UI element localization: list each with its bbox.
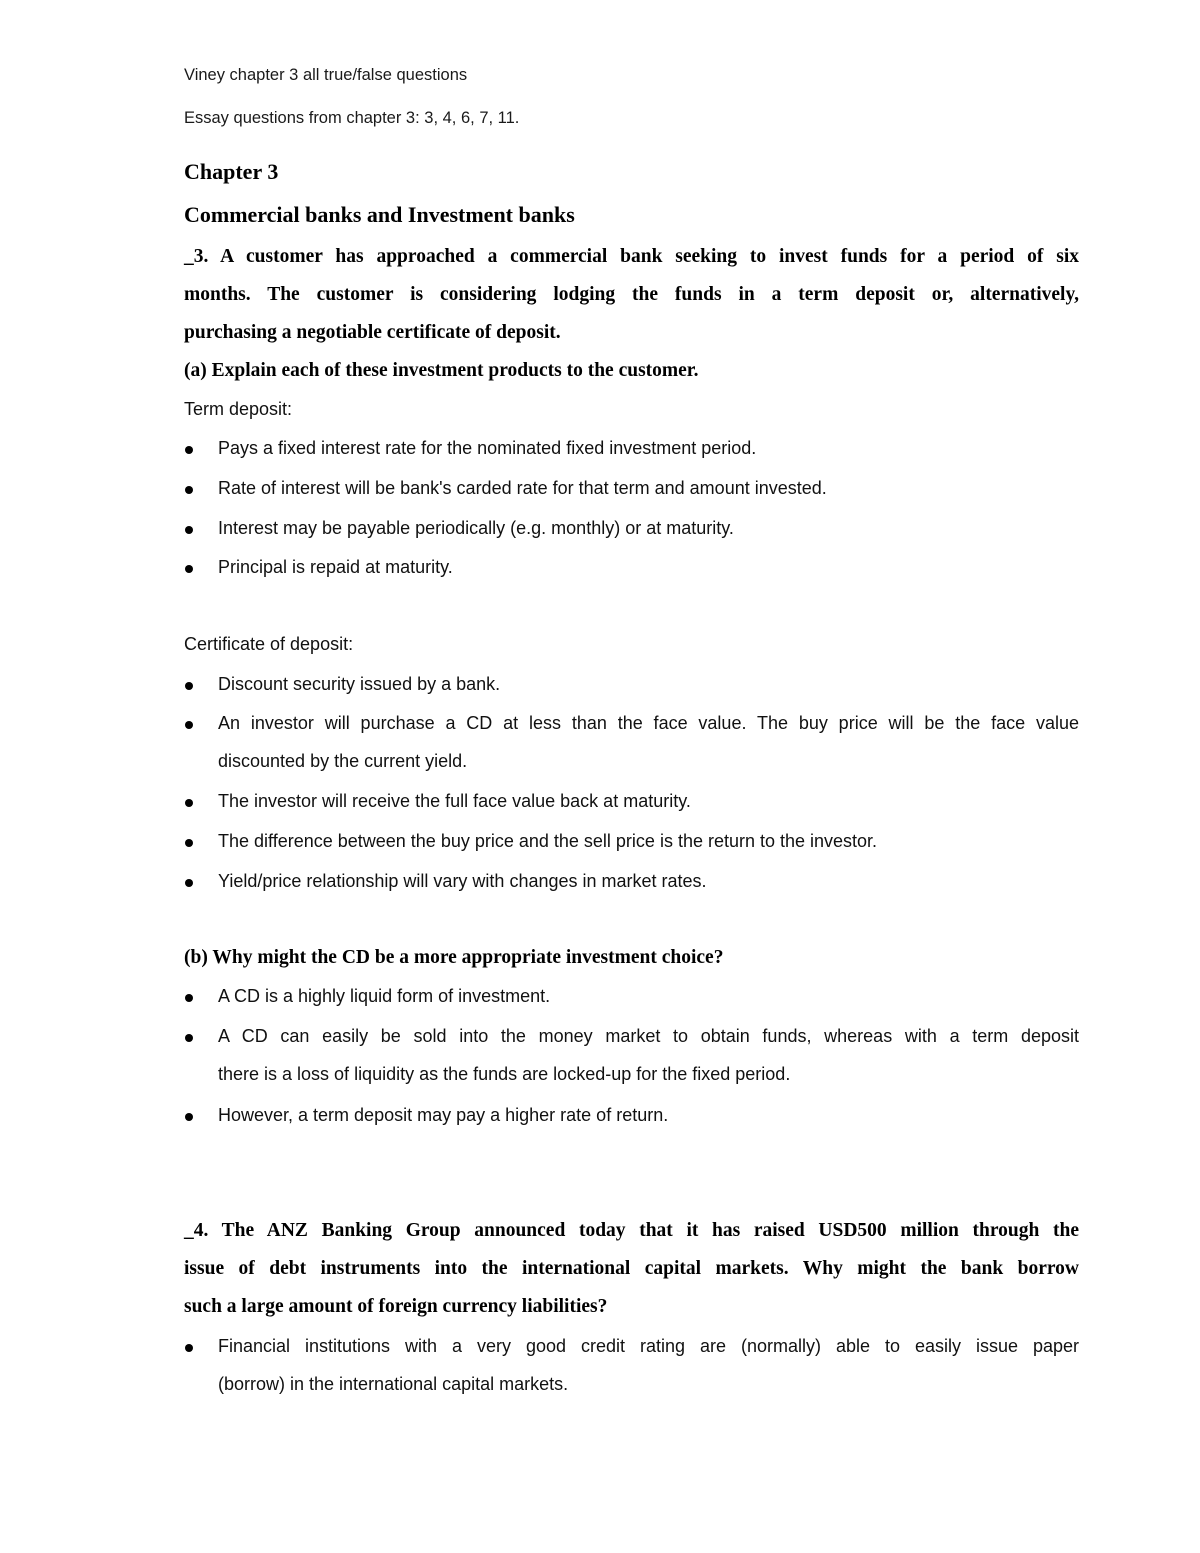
question-3-line-1: _3. A customer has approached a commercial bank seeking to invest funds for a period of six [184,246,1079,267]
question-4-bullet-1-line-2: (borrow) in the international capital markets. [218,1374,569,1394]
question-3-line-2: months. The customer is considering lodging the funds in a term deposit or, alternatively, [184,284,1079,305]
bullet-icon [185,721,193,729]
term-deposit-bullet-2: Rate of interest will be bank's carded rate for that term and amount invested. [218,478,827,498]
question-4-line-3: such a large amount of foreign currency liabilities? [184,1296,608,1317]
bullet-icon [185,879,193,887]
question-4-bullet-1-line-1: Financial institutions with a very good credit rating are (normally) able to easily issue paper [218,1336,1079,1356]
term-deposit-bullet-4: Principal is repaid at maturity. [218,557,453,577]
cd-bullet-2-line-1: An investor will purchase a CD at less than the face value. The buy price will be the face value [218,713,1079,733]
term-deposit-label: Term deposit: [184,399,293,419]
cd-bullet-1: Discount security issued by a bank. [218,674,501,694]
cd-bullet-4: The difference between the buy price and the sell price is the return to the investor. [218,831,878,851]
bullet-icon [185,682,193,690]
question-4-line-1: _4. The ANZ Banking Group announced today that it has raised USD500 million through the [184,1220,1079,1241]
term-deposit-bullet-3: Interest may be payable periodically (e.g. monthly) or at maturity. [218,518,734,538]
cd-bullet-3: The investor will receive the full face value back at maturity. [218,791,691,811]
bullet-icon [185,486,193,494]
cd-bullet-5: Yield/price relationship will vary with changes in market rates. [218,871,707,891]
question-3-line-3: purchasing a negotiable certificate of deposit. [184,322,561,343]
part-b-bullet-3: However, a term deposit may pay a higher rate of return. [218,1105,669,1125]
header-line-2: Essay questions from chapter 3: 3, 4, 6, 7, 11. [184,109,520,127]
bullet-icon [185,446,193,454]
part-b-bullet-1: A CD is a highly liquid form of investment. [218,986,551,1006]
question-3-part-b: (b) Why might the CD be a more appropriate investment choice? [184,947,724,968]
chapter-title: Chapter 3 [184,159,279,184]
chapter-subtitle: Commercial banks and Investment banks [184,202,575,227]
certificate-of-deposit-label: Certificate of deposit: [184,634,354,654]
cd-bullet-2-line-2: discounted by the current yield. [218,751,468,771]
bullet-icon [185,1344,193,1352]
bullet-icon [185,799,193,807]
part-b-bullet-2-line-2: there is a loss of liquidity as the funds are locked-up for the fixed period. [218,1064,791,1084]
bullet-icon [185,526,193,534]
bullet-icon [185,839,193,847]
part-b-bullet-2-line-1: A CD can easily be sold into the money market to obtain funds, whereas with a term deposit [218,1026,1079,1046]
bullet-icon [185,1034,193,1042]
bullet-icon [185,994,193,1002]
bullet-icon [185,1113,193,1121]
question-3-part-a: (a) Explain each of these investment products to the customer. [184,360,699,381]
term-deposit-bullet-1: Pays a fixed interest rate for the nominated fixed investment period. [218,438,757,458]
header-line-1: Viney chapter 3 all true/false questions [184,66,468,84]
question-4-line-2: issue of debt instruments into the international capital markets. Why might the bank borrow [184,1258,1079,1279]
bullet-icon [185,565,193,573]
